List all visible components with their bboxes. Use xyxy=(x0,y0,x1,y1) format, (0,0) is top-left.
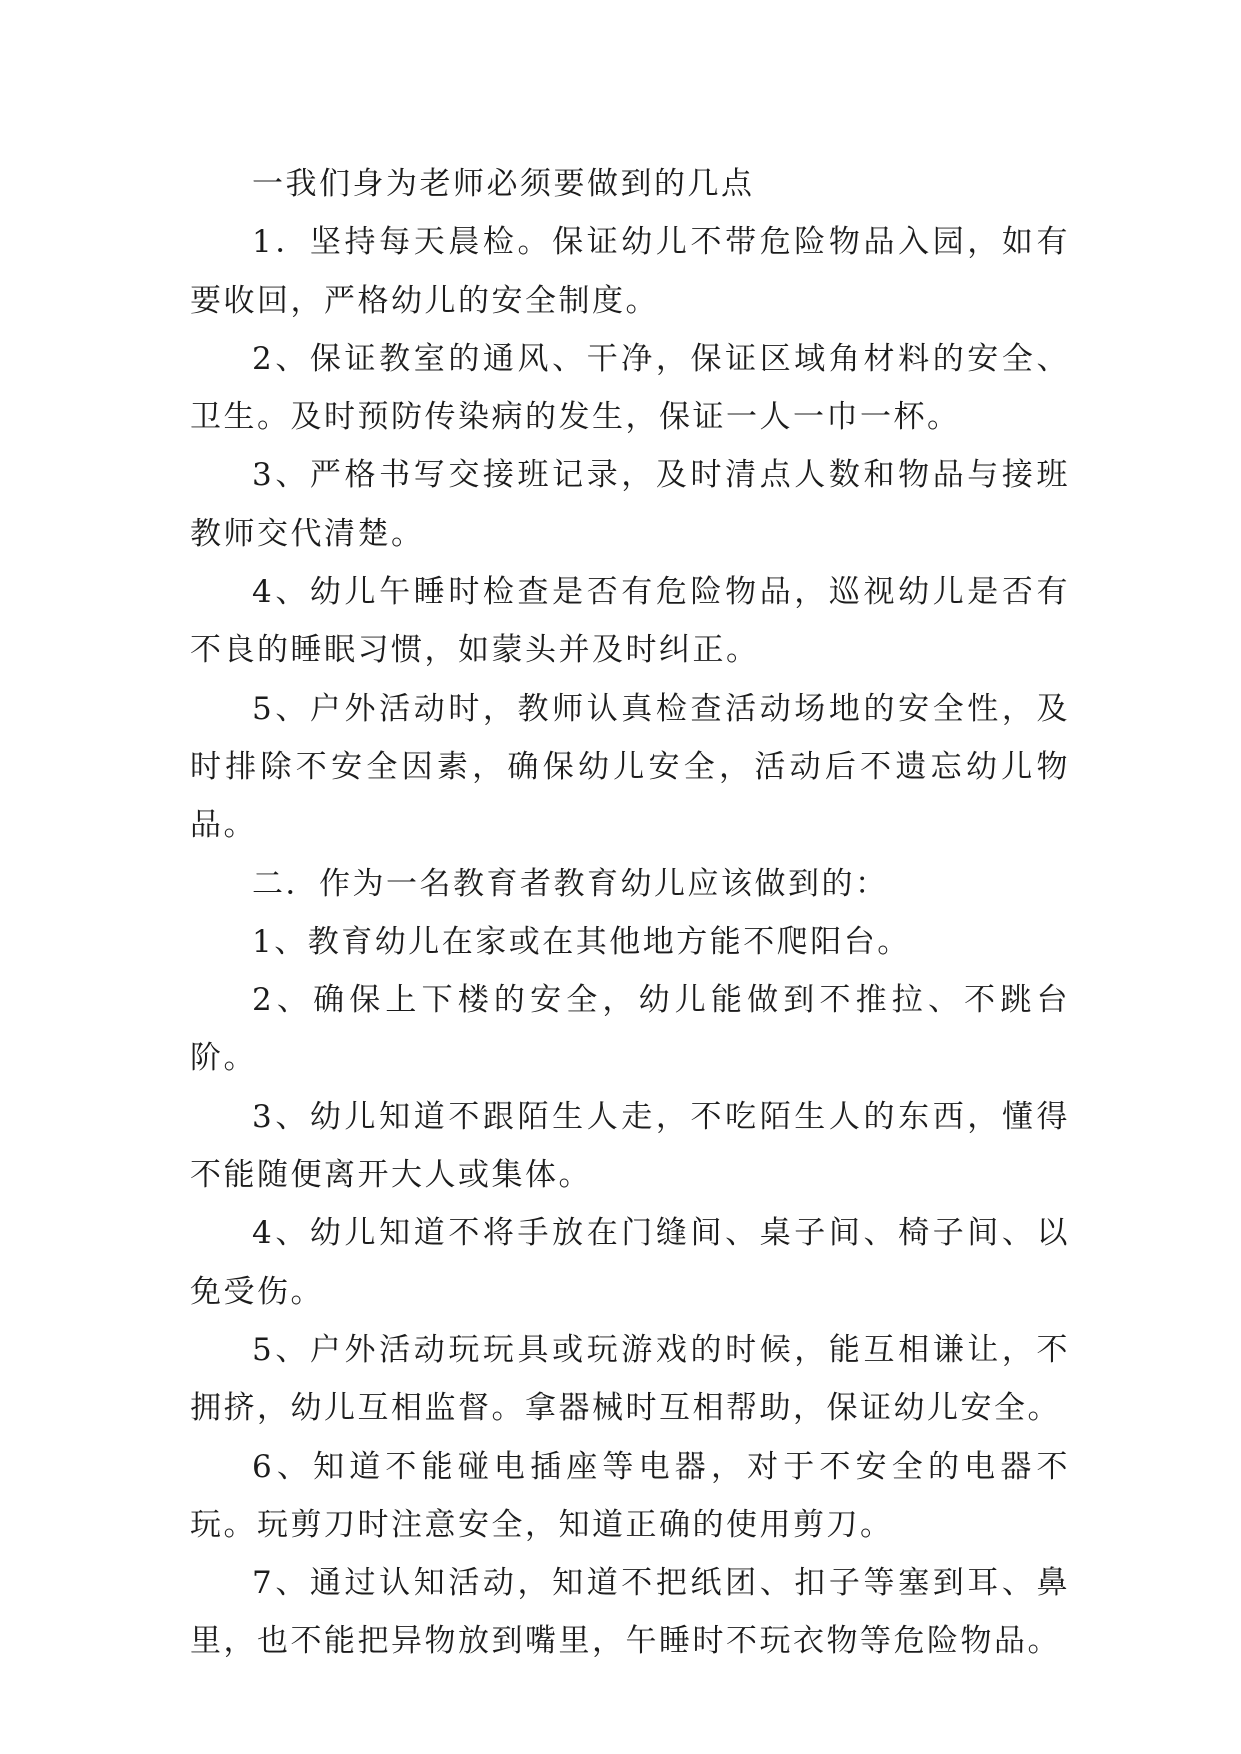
paragraph-item: 4、幼儿知道不将手放在门缝间、桌子间、椅子间、以免受伤。 xyxy=(190,1215,1070,1310)
paragraph-item: 1．坚持每天晨检。保证幼儿不带危险物品入园，如有要收回，严格幼儿的安全制度。 xyxy=(190,224,1070,319)
paragraph-item: 2、保证教室的通风、干净，保证区域角材料的安全、卫生。及时预防传染病的发生，保证一人一巾一杯。 xyxy=(190,340,1070,436)
paragraph-item: 3、严格书写交接班记录，及时清点人数和物品与接班教师交代清楚。 xyxy=(190,457,1070,552)
section-heading-educator-duties: 二．作为一名教育者教育幼儿应该做到的： xyxy=(252,865,889,902)
document-body xyxy=(190,155,1070,1671)
section-heading-teacher-duties: 一我们身为老师必须要做到的几点 xyxy=(252,166,755,202)
paragraph-item: 3、幼儿知道不跟陌生人走，不吃陌生人的东西，懂得不能随便离开大人或集体。 xyxy=(190,1098,1070,1194)
paragraph-item: 1、教育幼儿在家或在其他地方能不爬阳台。 xyxy=(252,923,911,960)
paragraph-item: 2、确保上下楼的安全，幼儿能做到不推拉、不跳台阶。 xyxy=(190,982,1070,1077)
paragraph-item: 6、知道不能碰电插座等电器，对于不安全的电器不玩。玩剪刀时注意安全，知道正确的使用剪刀。 xyxy=(190,1448,1070,1543)
paragraph-item: 4、幼儿午睡时检查是否有危险物品，巡视幼儿是否有不良的睡眠习惯，如蒙头并及时纠正。 xyxy=(190,574,1070,669)
paragraph-item: 5、户外活动玩玩具或玩游戏的时候，能互相谦让，不拥挤，幼儿互相监督。拿器械时互相帮助，保证幼儿安全。 xyxy=(190,1331,1070,1427)
paragraph-item: 7、通过认知活动，知道不把纸团、扣子等塞到耳、鼻里，也不能把异物放到嘴里，午睡时不玩衣物等危险物品。 xyxy=(190,1565,1070,1660)
paragraph-item: 5、户外活动时，教师认真检查活动场地的安全性，及时排除不安全因素，确保幼儿安全，活动后不遗忘幼儿物品。 xyxy=(190,690,1070,844)
